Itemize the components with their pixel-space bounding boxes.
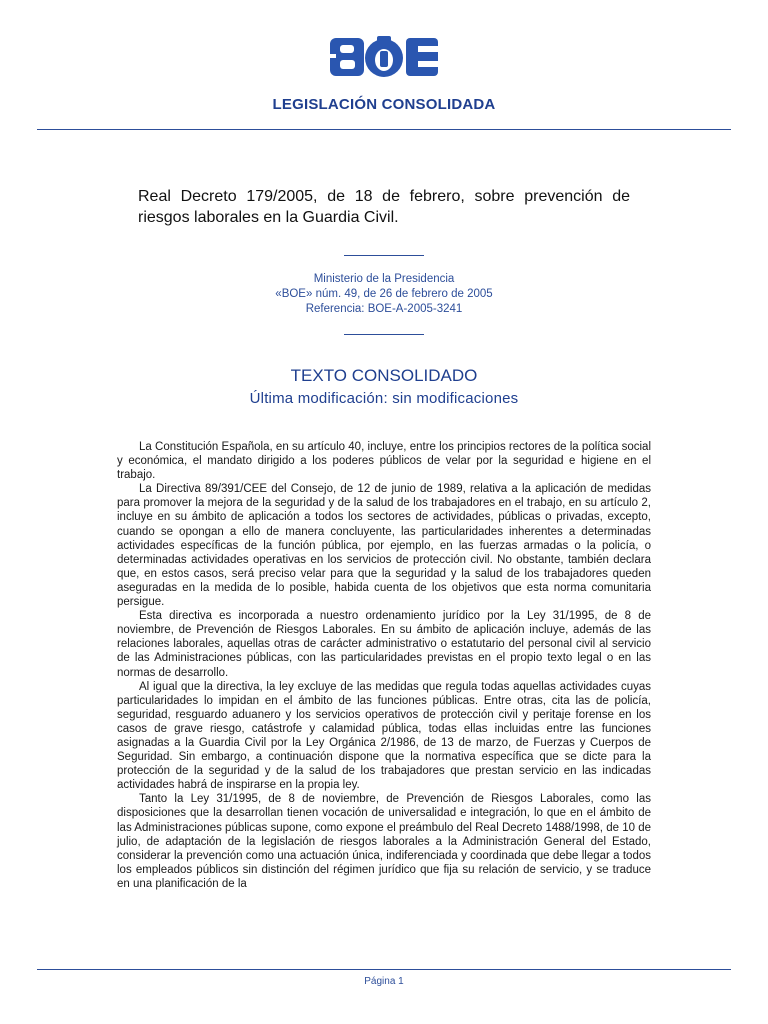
- paragraph: Tanto la Ley 31/1995, de 8 de noviembre, de Prevención de Riesgos Laborales, como las disposiciones que la desarrollan tienen vocación de universalidad e integración, lo que en el ámbito de las Administraciones públicas supone, como expone el preámbulo del Real Decreto 1488/1998, de 10 de julio, de adaptación de la legislación de riesgos laborales a la Administración General del Estado, considerar la prevención como una actuación única, indiferenciada y coordinada que debe llegar a todos los empleados públicos sin distinción del régimen jurídico que fija su relación de servicio, y se traduce en una planificación de la: [117, 793, 651, 890]
- paragraph: La Directiva 89/391/CEE del Consejo, de 12 de junio de 1989, relativa a la aplicación de medidas para promover la mejora de la seguridad y de la salud de los trabajadores en el trabajo, en su artículo 2, incluye en su ámbito de aplicación a todos los sectores de actividades, públicas o privadas, excepto, cuando se opongan a ello de manera concluyente, las particularidades inherentes a determinadas actividades específicas de la función pública, por ejemplo, en las fuerzas armadas o la policía, o determinadas actividades operativas en los servicios de protección civil. No obstante, también declara que, en estos casos, será preciso velar para que la seguridad y la salud de los trabajadores queden aseguradas en la medida de lo posible, habida cuenta de los objetivos que esta norma comunitaria persigue.: [117, 483, 651, 609]
- short-divider-bottom: [344, 334, 424, 335]
- page-number: Página 1: [364, 976, 404, 987]
- section-title: LEGISLACIÓN CONSOLIDADA: [272, 96, 496, 113]
- document-title: Real Decreto 179/2005, de 18 de febrero, sobre prevención de riesgos laborales en la Guardia Civil.: [138, 188, 630, 226]
- paragraph: Al igual que la directiva, la ley excluye de las medidas que regula todas aquellas actividades cuyas particularidades lo impidan en el ámbito de las funciones públicas. Entre otras, cita las de policía, seguridad, resguardo aduanero y los servicios operativos de protección civil y peritaje forense en los casos de grave riesgo, catástrofe y calamidad pública, todas ellas incluidas entre las funciones asignadas a la Guardia Civil por la Ley Orgánica 2/1986, de 13 de marzo, de Fuerzas y Cuerpos de Seguridad. Sin embargo, a continuación dispone que la normativa específica que se dicte para la protección de la seguridad y de la salud de los trabajadores que prestan servicio en las indicadas actividades habrá de inspirarse en la propia ley.: [117, 680, 651, 792]
- short-divider-top: [344, 255, 424, 256]
- boe-logo: [330, 34, 440, 78]
- document-reference: Referencia: BOE-A-2005-3241: [305, 303, 463, 315]
- consolidated-heading-block: [0, 365, 768, 409]
- ministry: Ministerio de la Presidencia: [313, 273, 455, 285]
- header-divider: [37, 129, 731, 130]
- paragraph: Esta directiva es incorporada a nuestro ordenamiento jurídico por la Ley 31/1995, de 8 de noviembre, de Prevención de Riesgos Laborales. En su ámbito de aplicación incluye, además de las relaciones laborales, aquellas otras de carácter administrativo o estatutario del personal civil al servicio de las Administraciones públicas, con las particularidades previstas en el propio texto legal o en las normas de desarrollo.: [117, 610, 651, 679]
- document-metadata: [0, 272, 768, 317]
- consolidated-heading: TEXTO CONSOLIDADO: [290, 366, 478, 385]
- paragraph: La Constitución Española, en su artículo 40, incluye, entre los principios rectores de la política social y económica, el mandato dirigido a los poderes públicos de velar por la seguridad e higiene en el trabajo.: [117, 441, 651, 482]
- footer-divider: [37, 969, 731, 970]
- body-text: [117, 440, 651, 891]
- boe-logo-graphic: [330, 34, 440, 78]
- boe-reference: «BOE» núm. 49, de 26 de febrero de 2005: [275, 288, 493, 300]
- last-modification: Última modificación: sin modificaciones: [249, 390, 519, 407]
